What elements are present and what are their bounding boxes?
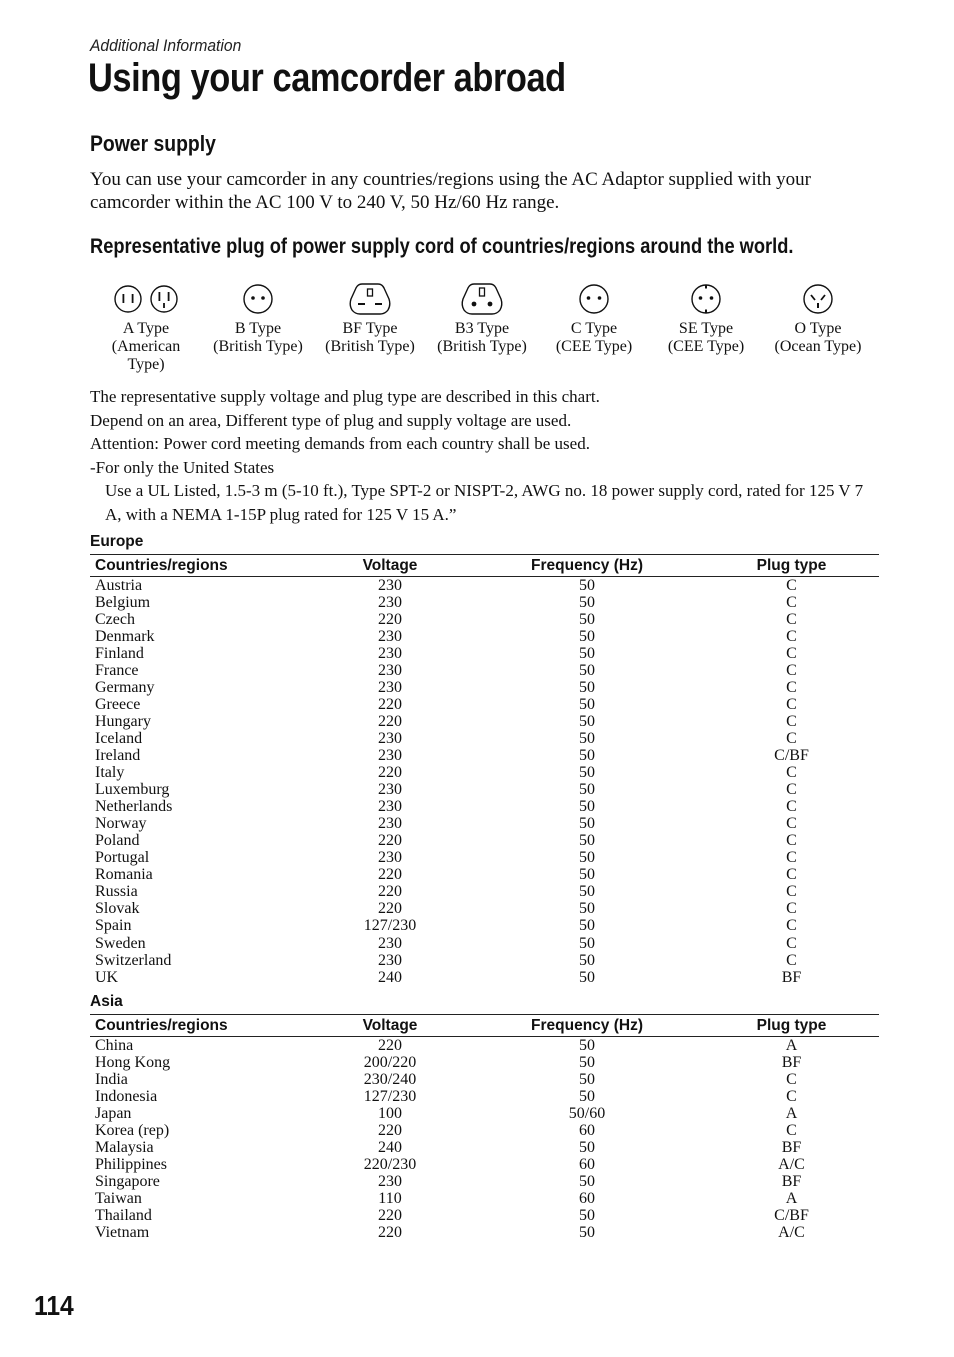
frequency-cell: 50 [579, 1053, 595, 1071]
country-cell: Sweden [95, 934, 146, 952]
country-cell: Norway [95, 815, 147, 833]
page-title: Using your camcorder abroad [88, 56, 566, 100]
note-line: The representative supply voltage and plug type are described in this chart. [90, 387, 600, 406]
country-cell: Denmark [95, 627, 155, 645]
table-row [90, 833, 879, 850]
frequency-cell: 50 [579, 746, 595, 764]
table-row [90, 1156, 879, 1173]
plug-type-cell: BF [781, 968, 802, 986]
table-row [90, 935, 879, 952]
plug-type-se [650, 280, 762, 356]
country-cell: India [95, 1070, 128, 1088]
table-row [90, 1071, 879, 1088]
country-cell: Finland [95, 644, 144, 662]
table-row [90, 1190, 879, 1207]
voltage-cell: 220 [378, 866, 402, 884]
country-cell: Czech [95, 610, 135, 628]
column-header: Plug type [704, 555, 879, 577]
voltage-cell: 230 [378, 644, 402, 662]
plug-type-cell: C [786, 627, 797, 645]
frequency-cell: 50 [579, 968, 595, 986]
voltage-cell: 240 [378, 968, 402, 986]
voltage-cell: 220 [378, 764, 402, 782]
frequency-cell: 50 [579, 627, 595, 645]
plug-type-cell: C [786, 593, 797, 611]
plug-b-type-icon [202, 280, 314, 318]
table-row [90, 611, 879, 628]
plug-type-label: SE Type (CEE Type) [667, 320, 745, 355]
table-header-row [90, 555, 879, 577]
country-cell: Switzerland [95, 951, 172, 969]
plug-type-cell: A [785, 1036, 798, 1054]
table-row [90, 816, 879, 833]
frequency-cell: 50 [579, 798, 595, 816]
plug-type-cell: C [786, 917, 797, 935]
voltage-cell: 220 [378, 1036, 402, 1054]
plug-type-label: BF Type (British Type) [325, 320, 415, 355]
note-line: Depend on an area, Different type of plug and supply voltage are used. [90, 410, 572, 430]
voltage-cell: 220 [378, 1224, 402, 1242]
voltage-cell: 110 [378, 1189, 402, 1207]
frequency-cell: 50 [579, 934, 595, 952]
table-row [90, 747, 879, 764]
country-cell: Hong Kong [95, 1053, 171, 1071]
country-cell: Ireland [95, 746, 141, 764]
voltage-cell: 230 [378, 849, 402, 867]
plug-o-type-icon [762, 280, 874, 318]
frequency-cell: 60 [579, 1155, 595, 1173]
europe-table [90, 554, 879, 986]
country-cell: Poland [95, 832, 140, 850]
country-cell: Germany [95, 678, 155, 696]
voltage-cell: 230 [378, 661, 402, 679]
plug-type-cell: C [786, 764, 797, 782]
frequency-cell: 50 [579, 951, 595, 969]
voltage-cell: 220 [378, 610, 402, 628]
voltage-cell: 127/230 [363, 1087, 417, 1105]
column-header: Countries/regions [90, 555, 310, 577]
voltage-cell: 230 [378, 781, 402, 799]
plug-type-cell: C [786, 712, 797, 730]
frequency-cell: 50 [579, 866, 595, 884]
power-supply-heading: Power supply [90, 131, 216, 156]
table-row [90, 662, 879, 679]
frequency-cell: 50 [579, 1036, 595, 1054]
plug-type-cell: C [786, 1070, 797, 1088]
plug-type-cell: C [786, 576, 797, 594]
column-header: Frequency (Hz) [470, 555, 704, 577]
plug-type-cell: C [786, 678, 797, 696]
voltage-cell: 220 [378, 712, 402, 730]
column-header: Frequency (Hz) [470, 1015, 704, 1037]
table-row [90, 782, 879, 799]
page-number: 114 [34, 1290, 74, 1321]
table-row [90, 730, 879, 747]
country-cell: Japan [95, 1104, 132, 1122]
voltage-cell: 230 [378, 746, 402, 764]
country-cell: France [95, 661, 139, 679]
frequency-cell: 50 [579, 781, 595, 799]
plug-type-cell: A/C [778, 1224, 805, 1242]
table-row [90, 713, 879, 730]
europe-label: Europe [90, 533, 144, 550]
voltage-cell: 220 [378, 832, 402, 850]
country-cell: Luxemburg [95, 781, 170, 799]
table-row [90, 969, 879, 986]
frequency-cell: 60 [579, 1121, 595, 1139]
country-cell: Austria [95, 576, 143, 594]
voltage-cell: 230 [378, 576, 402, 594]
plug-type-cell: C [786, 1087, 797, 1105]
plug-type-cell: C [786, 695, 797, 713]
table-row [90, 850, 879, 867]
voltage-cell: 230 [378, 798, 402, 816]
table-header-row [90, 1015, 879, 1037]
country-cell: China [95, 1036, 134, 1054]
table-row [90, 577, 879, 595]
table-row [90, 628, 879, 645]
frequency-cell: 50 [579, 661, 595, 679]
plug-type-bf [314, 280, 426, 356]
asia-table-body [90, 1037, 879, 1242]
section-label: Additional Information [90, 36, 242, 55]
frequency-cell: 50 [579, 644, 595, 662]
frequency-cell: 50 [579, 593, 595, 611]
plug-type-cell: BF [781, 1138, 802, 1156]
plug-type-cell: C [786, 1121, 797, 1139]
plug-type-cell: C [786, 849, 797, 867]
column-header: Plug type [704, 1015, 879, 1037]
country-cell: Taiwan [95, 1189, 142, 1207]
plug-type-o [762, 280, 874, 356]
plug-type-cell: C [786, 900, 797, 918]
note-line: Attention: Power cord meeting demands from each country shall be used. [90, 434, 590, 453]
plug-type-cell: C [786, 781, 797, 799]
country-cell: Iceland [95, 729, 143, 747]
frequency-cell: 50 [579, 729, 595, 747]
plug-type-cell: C/BF [774, 746, 809, 764]
voltage-cell: 230 [378, 934, 402, 952]
voltage-cell: 230 [378, 1172, 402, 1190]
plug-type-cell: C [786, 644, 797, 662]
table-row [90, 1139, 879, 1156]
voltage-cell: 220 [378, 695, 402, 713]
country-cell: Spain [95, 917, 132, 935]
plug-c-type-icon [538, 280, 650, 318]
voltage-cell: 220 [378, 900, 402, 918]
table-row [90, 867, 879, 884]
plug-type-cell: A/C [778, 1155, 805, 1173]
frequency-cell: 50 [579, 900, 595, 918]
table-row [90, 696, 879, 713]
plug-type-b [202, 280, 314, 356]
frequency-cell: 50 [579, 1206, 595, 1224]
column-header: Voltage [310, 555, 470, 577]
plug-type-cell: C [786, 610, 797, 628]
table-row [90, 594, 879, 611]
frequency-cell: 50 [579, 576, 595, 594]
plug-type-label: B Type (British Type) [213, 320, 303, 355]
table-row [90, 679, 879, 696]
table-row [90, 1054, 879, 1071]
table-row [90, 952, 879, 969]
plug-a-type-icon [90, 280, 202, 318]
plug-type-label: A Type (American Type) [111, 320, 181, 373]
column-header: Voltage [310, 1015, 470, 1037]
plug-type-label: B3 Type (British Type) [437, 320, 527, 355]
plug-type-row [90, 280, 880, 380]
plug-type-cell: C [786, 661, 797, 679]
country-cell: Slovak [95, 900, 140, 918]
voltage-cell: 230 [378, 627, 402, 645]
table-row [90, 1173, 879, 1190]
country-cell: Korea (rep) [95, 1121, 170, 1139]
plug-type-cell: C [786, 798, 797, 816]
country-cell: Belgium [95, 593, 151, 611]
plug-type-cell: C [786, 866, 797, 884]
voltage-cell: 230 [378, 729, 402, 747]
frequency-cell: 50 [579, 1138, 595, 1156]
europe-table-body [90, 577, 879, 987]
plug-type-cell: C [786, 832, 797, 850]
country-cell: Singapore [95, 1172, 160, 1190]
table-row [90, 884, 879, 901]
country-cell: Italy [95, 764, 125, 782]
table-row [90, 1207, 879, 1224]
frequency-cell: 50 [579, 678, 595, 696]
plug-type-cell: C [786, 934, 797, 952]
frequency-cell: 50 [579, 849, 595, 867]
country-cell: Philippines [95, 1155, 168, 1173]
table-row [90, 901, 879, 918]
notes-block [90, 385, 880, 526]
frequency-cell: 50 [579, 695, 595, 713]
frequency-cell: 50 [579, 832, 595, 850]
country-cell: Portugal [95, 849, 150, 867]
plug-type-c [538, 280, 650, 356]
plug-type-cell: C [786, 815, 797, 833]
table-row [90, 918, 879, 935]
frequency-cell: 50 [579, 712, 595, 730]
country-cell: Greece [95, 695, 141, 713]
voltage-cell: 230 [378, 593, 402, 611]
frequency-cell: 50 [579, 764, 595, 782]
plug-type-cell: C [786, 951, 797, 969]
note-line: -For only the United States [90, 457, 275, 477]
plug-type-label: O Type (Ocean Type) [774, 320, 862, 355]
table-row [90, 645, 879, 662]
voltage-cell: 240 [378, 1138, 402, 1156]
note-line: Use a UL Listed, 1.5-3 m (5-10 ft.), Type SPT-2 or NISPT-2, AWG no. 18 power supply cord, rated for 125 V 7 A, with a NEMA 1-15P plug rated for 125 V 15 A.” [105, 481, 864, 524]
voltage-cell: 100 [378, 1104, 402, 1122]
voltage-cell: 127/230 [363, 917, 417, 935]
country-cell: Vietnam [95, 1224, 150, 1242]
table-row [90, 765, 879, 782]
table-row [90, 1225, 879, 1242]
plug-type-cell: C [786, 883, 797, 901]
table-row [90, 1088, 879, 1105]
plug-type-cell: BF [781, 1172, 802, 1190]
voltage-cell: 220/230 [363, 1155, 417, 1173]
table-row [90, 799, 879, 816]
asia-label: Asia [90, 993, 123, 1010]
voltage-cell: 230/240 [363, 1070, 417, 1088]
frequency-cell: 50 [579, 1087, 595, 1105]
voltage-cell: 220 [378, 1206, 402, 1224]
plug-bf-type-icon [314, 280, 426, 318]
plug-type-cell: BF [781, 1053, 802, 1071]
plug-type-cell: A [785, 1104, 798, 1122]
plug-se-type-icon [650, 280, 762, 318]
frequency-cell: 50 [579, 883, 595, 901]
asia-table [90, 1014, 879, 1242]
country-cell: Russia [95, 883, 138, 901]
table-row [90, 1122, 879, 1139]
frequency-cell: 50 [579, 917, 595, 935]
frequency-cell: 50/60 [568, 1104, 606, 1122]
frequency-cell: 50 [579, 815, 595, 833]
frequency-cell: 60 [579, 1189, 595, 1207]
voltage-cell: 230 [378, 678, 402, 696]
plug-type-cell: A [785, 1189, 798, 1207]
country-cell: Romania [95, 866, 153, 884]
voltage-cell: 200/220 [363, 1053, 417, 1071]
country-cell: Hungary [95, 712, 151, 730]
table-row [90, 1037, 879, 1055]
voltage-cell: 220 [378, 883, 402, 901]
column-header: Countries/regions [90, 1015, 310, 1037]
power-supply-intro: You can use your camcorder in any countries/regions using the AC Adaptor supplied with your camcorder within the AC 100 V to 240 V, 50 Hz/60 Hz range. [90, 169, 812, 213]
country-cell: Thailand [95, 1206, 152, 1224]
voltage-cell: 230 [378, 951, 402, 969]
frequency-cell: 50 [579, 1224, 595, 1242]
plug-b3-type-icon [426, 280, 538, 318]
voltage-cell: 230 [378, 815, 402, 833]
table-row [90, 1105, 879, 1122]
plug-type-cell: C/BF [774, 1206, 809, 1224]
plug-section-heading: Representative plug of power supply cord of countries/regions around the world. [90, 235, 794, 258]
plug-type-label: C Type (CEE Type) [555, 320, 633, 355]
voltage-cell: 220 [378, 1121, 402, 1139]
plug-type-a [90, 280, 202, 374]
country-cell: Malaysia [95, 1138, 154, 1156]
country-cell: Netherlands [95, 798, 173, 816]
country-cell: Indonesia [95, 1087, 158, 1105]
plug-type-cell: C [786, 729, 797, 747]
frequency-cell: 50 [579, 1070, 595, 1088]
frequency-cell: 50 [579, 610, 595, 628]
plug-type-b3 [426, 280, 538, 356]
country-cell: UK [95, 968, 119, 986]
frequency-cell: 50 [579, 1172, 595, 1190]
